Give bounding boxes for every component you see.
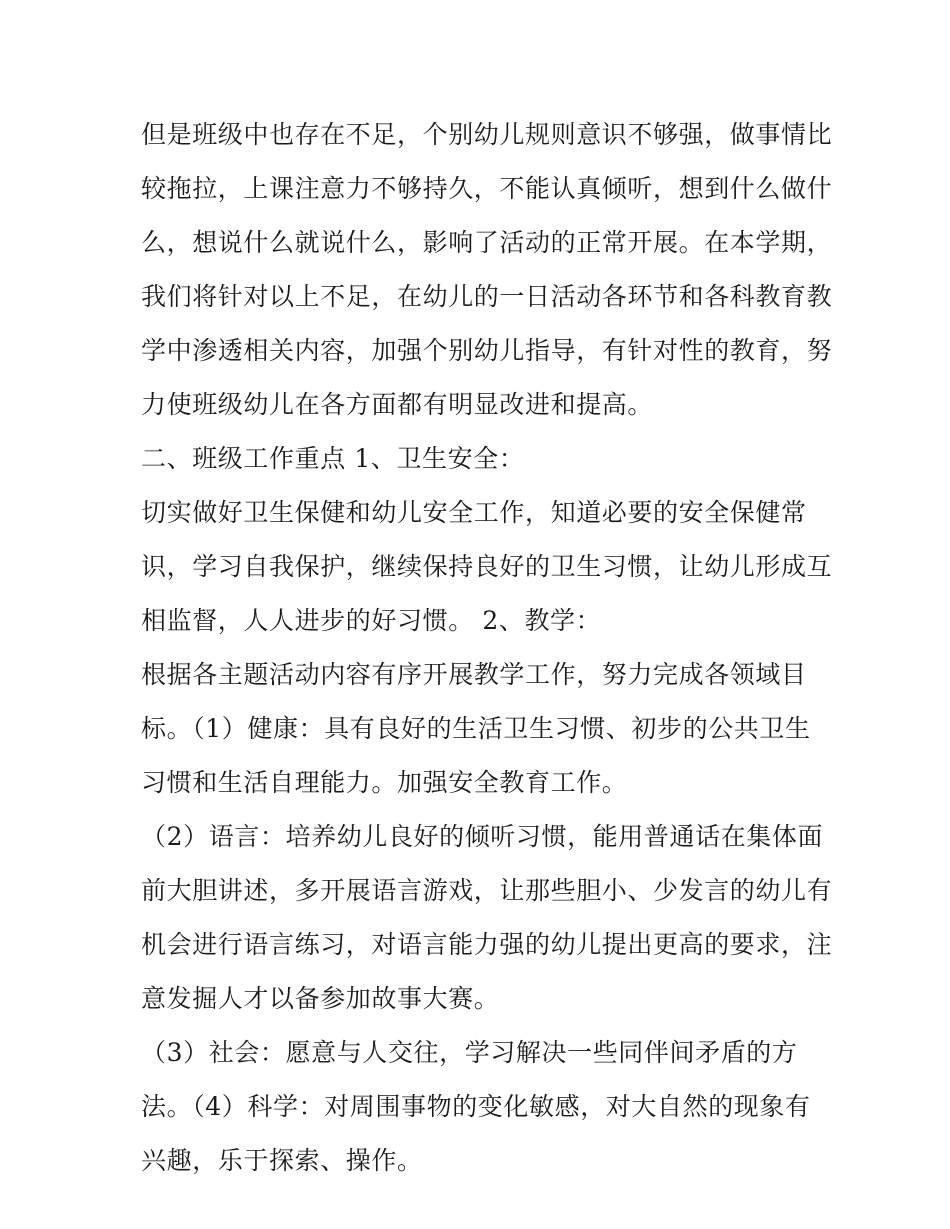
text-line: 切实做好卫生保健和幼儿安全工作，知道必要的安全保健常 [141,498,807,527]
text-line: 标。（1）健康：具有良好的生活卫生习惯、初步的公共卫生 [141,714,811,743]
text-line: 较拖拉，上课注意力不够持久，不能认真倾听，想到什么做什 [141,174,833,203]
text-line: （3）社会：愿意与人交往，学习解决一些同伴间矛盾的方 [141,1038,798,1067]
text-line: 识，学习自我保护，继续保持良好的卫生习惯，让幼儿形成互 [141,552,833,581]
text-line: 么，想说什么就说什么，影响了活动的正常开展。在本学期， [141,228,833,257]
text-line: 兴趣，乐于探索、操作。 [141,1146,423,1175]
text-line: 但是班级中也存在不足，个别幼儿规则意识不够强，做事情比 [141,120,833,149]
text-line: （2）语言：培养幼儿良好的倾听习惯，能用普通话在集体面 [141,822,824,851]
text-line: 我们将针对以上不足，在幼儿的一日活动各环节和各科教育教 [141,282,833,311]
text-line: 力使班级幼儿在各方面都有明显改进和提高。 [141,390,654,419]
text-line: 意发掘人才以备参加故事大赛。 [141,984,500,1013]
text-line: 法。（4）科学：对周围事物的变化敏感，对大自然的现象有 [141,1092,811,1121]
section-heading: 二、班级工作重点 1、卫生安全： [141,444,525,473]
text-line: 学中渗透相关内容，加强个别幼儿指导，有针对性的教育，努 [141,336,833,365]
text-line: 根据各主题活动内容有序开展教学工作，努力完成各领域目 [141,660,807,689]
text-line: 相监督，人人进步的好习惯。 2、教学： [141,606,602,635]
text-line: 机会进行语言练习，对语言能力强的幼儿提出更高的要求，注 [141,930,833,959]
text-line: 习惯和生活自理能力。加强安全教育工作。 [141,768,628,797]
text-line: 前大胆讲述，多开展语言游戏，让那些胆小、少发言的幼儿有 [141,876,833,905]
document-body [141,108,833,1188]
